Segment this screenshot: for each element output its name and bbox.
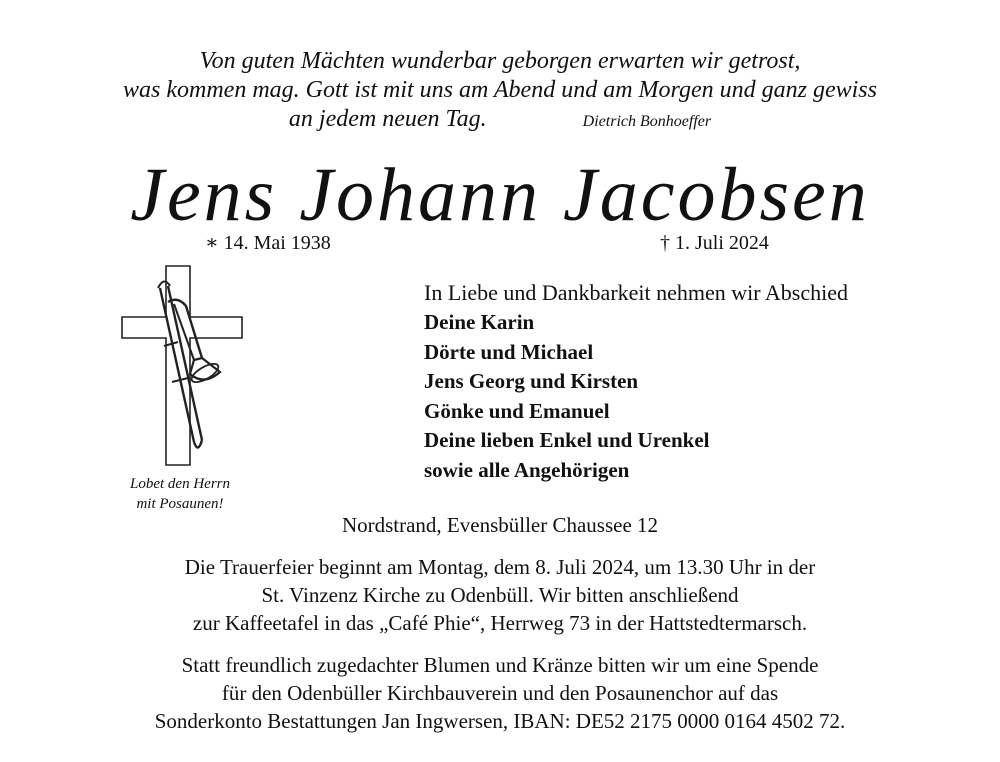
funeral-service-info [0,553,1000,637]
caption-line-2: mit Posaunen! [136,496,224,512]
donation-line-1: Statt freundlich zugedachter Blumen und Kränze bitten wir um eine Spende [181,653,819,677]
service-line-2: St. Vinzenz Kirche zu Odenbüll. Wir bitten anschließend [261,583,739,607]
quote-author: Dietrich Bonhoeffer [582,113,712,130]
cross-with-trombone-icon [110,262,260,470]
bonhoeffer-quote [0,47,1000,136]
donation-request [0,651,1000,735]
farewell-intro: In Liebe und Dankbarkeit nehmen wir Abschied [424,280,848,305]
family-address: Nordstrand, Evensbüller Chaussee 12 [341,513,659,537]
mourner-name: Dörte und Michael [424,339,594,364]
caption-line-1: Lobet den Herrn [130,476,230,492]
donation-line-2: für den Odenbüller Kirchbauverein und den Posaunenchor auf das [221,681,779,705]
service-line-1: Die Trauerfeier beginnt am Montag, dem 8. Juli 2024, um 13.30 Uhr in der [184,555,816,579]
quote-line-3 [0,105,1000,136]
mourners-block [424,278,848,485]
deceased-name: Jens Johann Jacobsen [130,153,870,237]
birth-date: ∗ 14. Mai 1938 [205,232,331,254]
death-date: † 1. Juli 2024 [660,232,769,254]
mourner-name: sowie alle Angehörigen [424,457,630,482]
cross-caption [80,474,280,514]
mourner-name: Deine lieben Enkel und Urenkel [424,428,710,452]
quote-line-1: Von guten Mächten wunderbar geborgen erwarten wir getrost, [199,48,801,74]
mourner-name: Deine Karin [424,310,535,334]
donation-line-3: Sonderkonto Bestattungen Jan Ingwersen, IBAN: DE52 2175 0000 0164 4502 72. [154,709,846,733]
quote-line-3-text: an jedem neuen Tag. [288,106,487,132]
quote-line-2: was kommen mag. Gott ist mit uns am Abend und am Morgen und ganz gewiss [123,77,877,103]
mourners-list [424,308,848,485]
mourner-name: Jens Georg und Kirsten [424,369,639,393]
service-line-3: zur Kaffeetafel in das „Café Phie“, Herrweg 73 in der Hattstedtermarsch. [192,611,808,635]
mourner-name: Gönke und Emanuel [424,398,610,423]
